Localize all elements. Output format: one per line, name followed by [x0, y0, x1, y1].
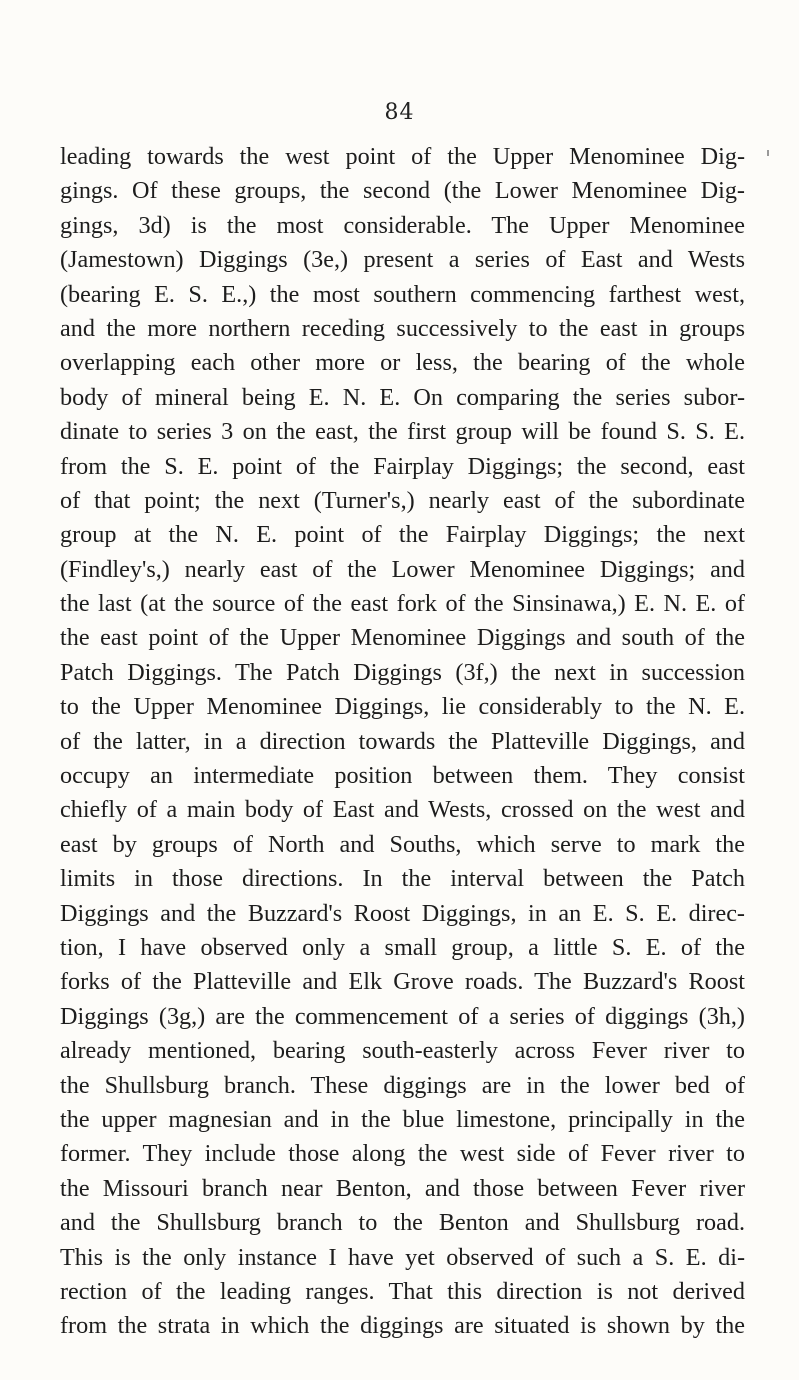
text-line: gings. Of these groups, the second (the Lower Menominee Dig- — [60, 177, 745, 205]
text-line: dinate to series 3 on the east, the first group will be found S. S. E. — [60, 418, 745, 446]
text-line: group at the N. E. point of the Fairplay Diggings; the next — [60, 521, 745, 549]
text-line: already mentioned, bearing south-easterly across Fever river to — [60, 1037, 745, 1065]
text-line: Diggings (3g,) are the commencement of a series of diggings (3h,) — [60, 1002, 745, 1030]
margin-mark — [767, 150, 769, 156]
text-line: chiefly of a main body of East and Wests, crossed on the west and — [60, 796, 745, 824]
text-line: of that point; the next (Turner's,) nearly east of the subordinate — [60, 486, 745, 514]
text-line: forks of the Platteville and Elk Grove roads. The Buzzard's Roost — [60, 968, 745, 996]
text-line: of the latter, in a direction towards the Platteville Diggings, and — [60, 727, 745, 755]
text-line: This is the only instance I have yet observed of such a S. E. di- — [60, 1243, 745, 1271]
text-line: former. They include those along the west side of Fever river to — [60, 1140, 745, 1168]
text-line: leading towards the west point of the Upper Menominee Dig- — [60, 143, 745, 170]
text-line: the Missouri branch near Benton, and those between Fever river — [60, 1174, 745, 1202]
text-line: east by groups of North and Souths, which serve to mark the — [60, 830, 745, 858]
text-line: gings, 3d) is the most considerable. The Upper Menominee — [60, 211, 745, 239]
text-line: overlapping each other more or less, the bearing of the whole — [60, 349, 745, 377]
page-number: 84 — [384, 100, 415, 125]
text-line: (Findley's,) nearly east of the Lower Menominee Diggings; and — [60, 555, 745, 583]
text-line: the upper magnesian and in the blue limestone, principally in the — [60, 1105, 745, 1133]
text-line: and the more northern receding successively to the east in groups — [60, 314, 745, 342]
text-line: Diggings and the Buzzard's Roost Diggings, in an E. S. E. direc- — [60, 899, 745, 927]
text-line: occupy an intermediate position between them. They consist — [60, 762, 745, 790]
text-line: the east point of the Upper Menominee Diggings and south of the — [60, 624, 745, 652]
text-line: (Jamestown) Diggings (3e,) present a series of East and Wests — [60, 246, 745, 274]
text-line: and the Shullsburg branch to the Benton and Shullsburg road. — [60, 1209, 745, 1237]
text-line: the last (at the source of the east fork of the Sinsinawa,) E. N. E. of — [60, 590, 745, 618]
text-line: Patch Diggings. The Patch Diggings (3f,) the next in succession — [60, 658, 745, 686]
text-line: from the strata in which the diggings are situated is shown by the — [60, 1312, 745, 1340]
text-line: body of mineral being E. N. E. On comparing the series subor- — [60, 383, 745, 411]
text-line: to the Upper Menominee Diggings, lie considerably to the N. E. — [60, 693, 745, 721]
text-line: from the S. E. point of the Fairplay Diggings; the second, east — [60, 452, 745, 480]
text-line: tion, I have observed only a small group, a little S. E. of the — [60, 933, 745, 961]
text-line: the Shullsburg branch. These diggings are in the lower bed of — [60, 1071, 745, 1099]
text-line: (bearing E. S. E.,) the most southern commencing farthest west, — [60, 280, 745, 308]
text-line: limits in those directions. In the interval between the Patch — [60, 865, 745, 893]
body-text — [60, 140, 745, 1344]
text-line: rection of the leading ranges. That this direction is not derived — [60, 1277, 745, 1305]
